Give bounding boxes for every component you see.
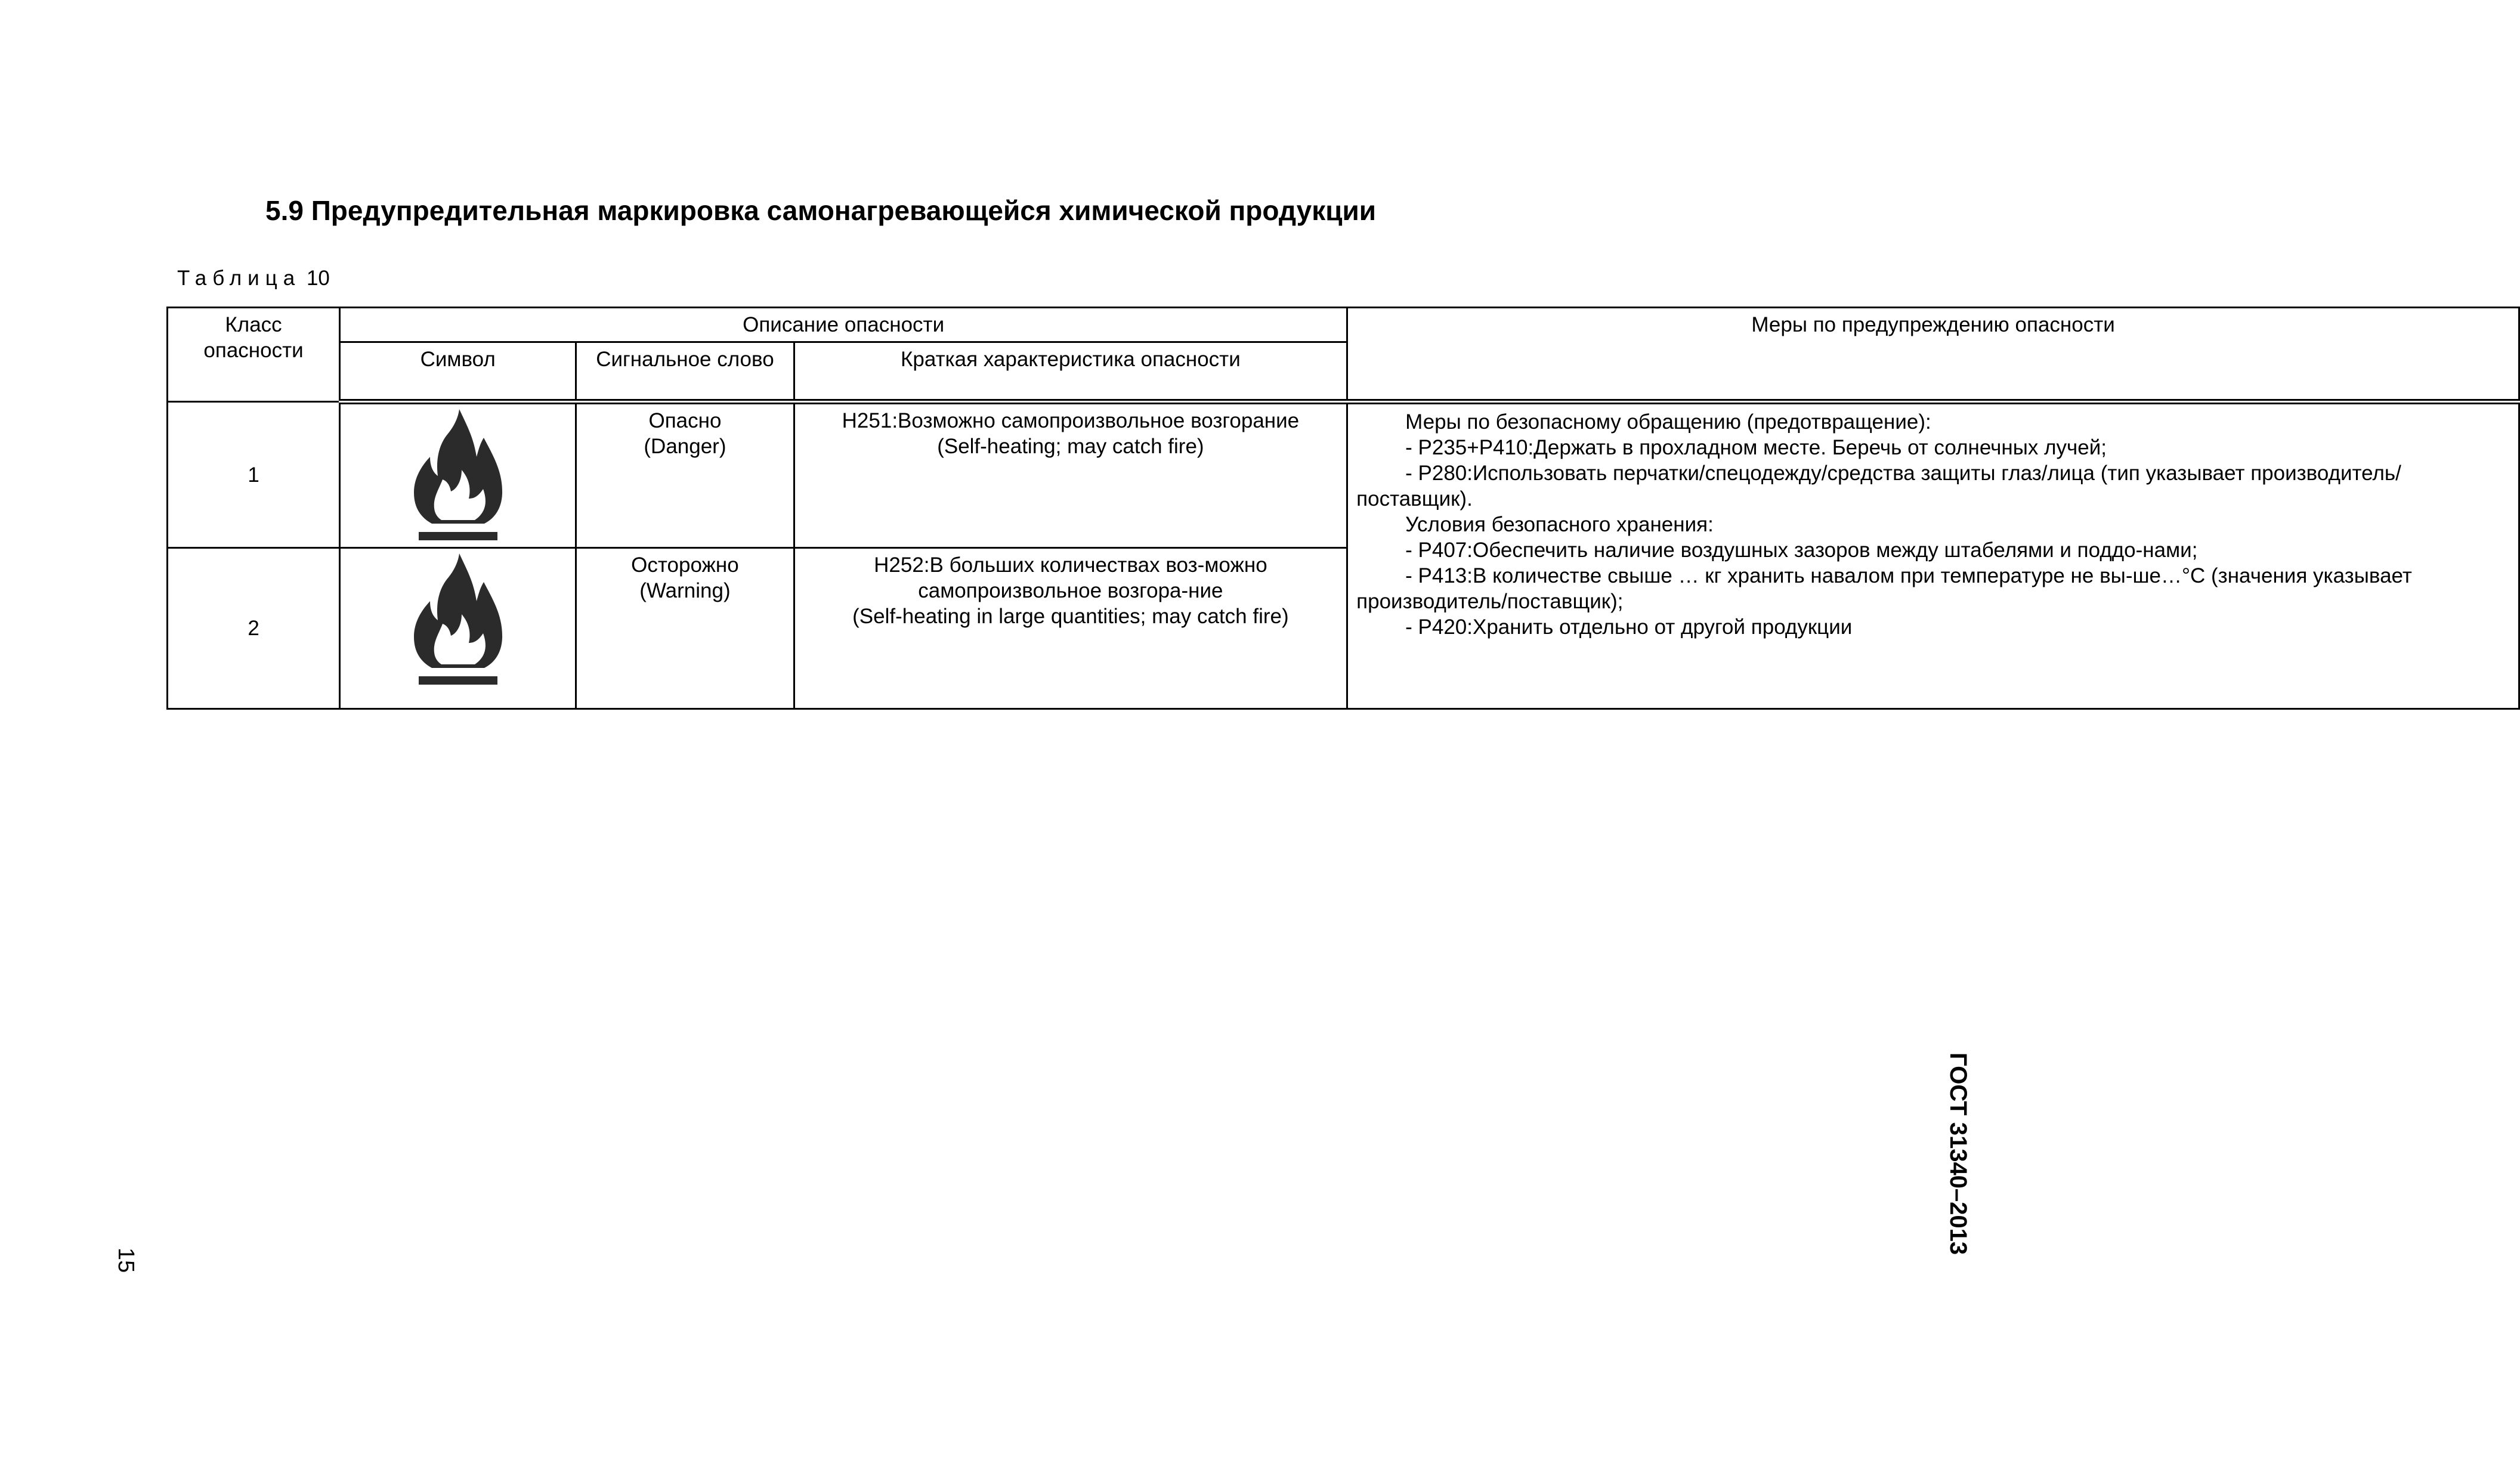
header-symbol: Символ bbox=[340, 342, 576, 402]
measures-line: - P407:Обеспечить наличие воздушных зазоров между штабелями и поддо-нами; bbox=[1405, 539, 2198, 562]
flame-icon bbox=[410, 551, 506, 686]
measures-line: - P420:Хранить отдельно от другой продукции bbox=[1405, 615, 1853, 639]
measures-line: Меры по безопасному обращению (предотвращение): bbox=[1405, 410, 1931, 434]
page-number: 15 bbox=[113, 1248, 138, 1273]
hazard-statement: H252:В больших количествах воз-можно самопроизвольное возгора-ние bbox=[874, 553, 1267, 602]
signal-word-cell bbox=[576, 402, 794, 548]
header-measures: Меры по предупреждению опасности bbox=[1347, 308, 2519, 402]
table-caption bbox=[177, 267, 330, 290]
measures-line: - P235+P410:Держать в прохладном месте. Беречь от солнечных лучей; bbox=[1405, 436, 2107, 459]
characteristic-cell bbox=[794, 402, 1347, 548]
measures-line: Условия безопасного хранения: bbox=[1405, 513, 1714, 536]
signal-word-en: (Warning) bbox=[639, 579, 731, 602]
signal-word-en: (Danger) bbox=[644, 435, 726, 458]
flame-icon bbox=[410, 407, 506, 542]
section-heading: 5.9 Предупредительная маркировка самонагревающейся химической продукции bbox=[265, 195, 1377, 226]
hazard-table bbox=[166, 307, 2520, 710]
hazard-statement-en: (Self-heating in large quantities; may catch fire) bbox=[852, 605, 1289, 628]
class-cell: 2 bbox=[168, 548, 340, 709]
table-row bbox=[168, 402, 2519, 548]
hazard-statement: H251:Возможно самопроизвольное возгорание bbox=[842, 409, 1300, 432]
header-description: Описание опасности bbox=[340, 308, 1347, 342]
symbol-cell bbox=[340, 548, 576, 709]
measures-line: - P413:В количестве свыше … кг хранить навалом при температуре не вы-ше…°С (значения указывает производитель/поставщик); bbox=[1356, 564, 2412, 613]
signal-word-ru: Опасно bbox=[648, 409, 722, 432]
hazard-statement-en: (Self-heating; may catch fire) bbox=[937, 435, 1204, 458]
measures-cell bbox=[1347, 402, 2519, 709]
characteristic-cell bbox=[794, 548, 1347, 709]
signal-word-ru: Осторожно bbox=[631, 553, 739, 577]
header-short-characteristic: Краткая характеристика опасности bbox=[794, 342, 1347, 402]
header-class: Класс опасности bbox=[168, 308, 340, 402]
header-signal-word: Сигнальное слово bbox=[576, 342, 794, 402]
measures-line: - P280:Использовать перчатки/спецодежду/средства защиты глаз/лица (тип указывает производитель/поставщик). bbox=[1356, 462, 2401, 510]
class-cell: 1 bbox=[168, 402, 340, 548]
table-caption-number: 10 bbox=[306, 267, 330, 290]
symbol-cell bbox=[340, 402, 576, 548]
table-caption-word: Таблица bbox=[177, 267, 301, 290]
signal-word-cell bbox=[576, 548, 794, 709]
document-code: ГОСТ 31340–2013 bbox=[1945, 1053, 1971, 1255]
